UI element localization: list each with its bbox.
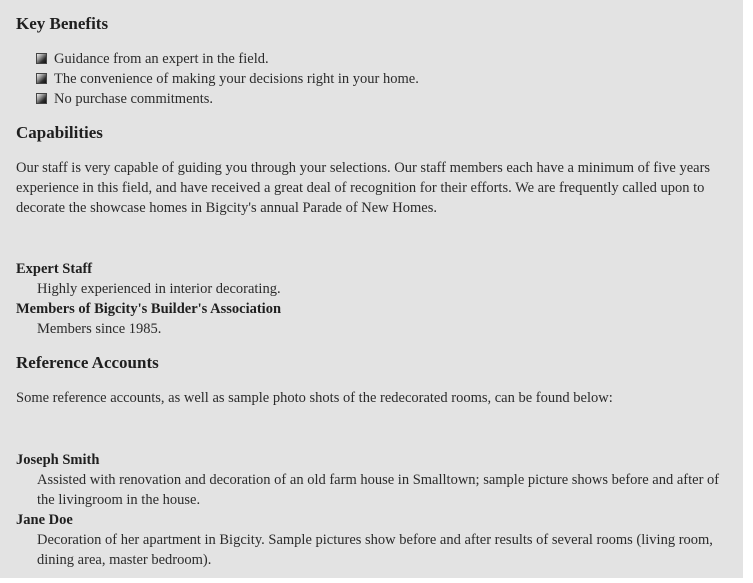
definition-description: Members since 1985.: [37, 321, 162, 337]
account-description: Decoration of her apartment in Bigcity. Sample pictures show before and after results of several rooms (living room, dining area, master bedroom).: [37, 532, 713, 568]
account-name: Joseph Smith: [16, 452, 100, 468]
capabilities-paragraph: Our staff is very capable of guiding you through your selections. Our staff members each have a minimum of five years experience in this field, and have received a great deal of recognition for their efforts. We are frequently called upon to decorate the showcase homes in Bigcity's annual Parade of New Homes.: [16, 160, 711, 216]
definition-description: Highly experienced in interior decorating.: [37, 281, 281, 297]
reference-accounts-paragraph: Some reference accounts, as well as sample photo shots of the redecorated rooms, can be found below:: [16, 390, 613, 406]
account-name: Jane Doe: [16, 512, 73, 528]
list-item: Guidance from an expert in the field.: [36, 49, 419, 69]
bullet-icon: [36, 53, 47, 64]
list-item: No purchase commitments.: [36, 89, 419, 109]
reference-accounts-list: [16, 450, 728, 570]
capabilities-heading: Capabilities: [16, 123, 103, 142]
bullet-icon: [36, 93, 47, 104]
account-description: Assisted with renovation and decoration of an old farm house in Smalltown; sample picture shows before and after of the livingroom in the house.: [37, 472, 720, 508]
capabilities-definitions: [16, 259, 728, 339]
definition-term: Members of Bigcity's Builder's Association: [16, 301, 282, 317]
reference-accounts-heading: Reference Accounts: [16, 353, 159, 372]
benefits-list: [36, 49, 419, 109]
key-benefits-heading: Key Benefits: [16, 14, 109, 33]
bullet-icon: [36, 73, 47, 84]
definition-term: Expert Staff: [16, 261, 93, 277]
list-item: The convenience of making your decisions right in your home.: [36, 69, 419, 89]
